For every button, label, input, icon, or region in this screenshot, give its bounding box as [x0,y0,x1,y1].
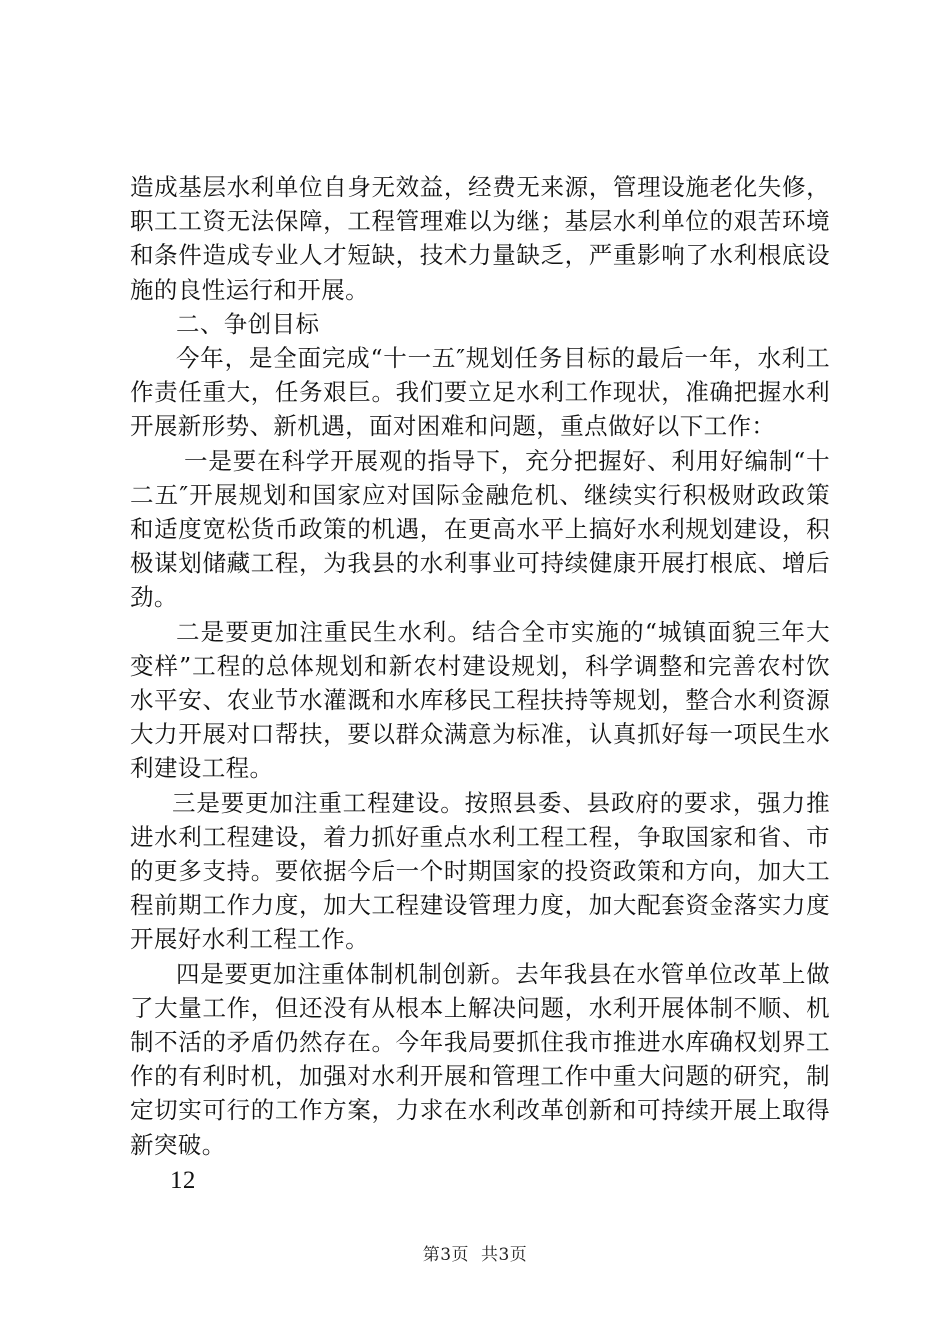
paragraph-item-one: 一是要在科学开展观的指导下，充分把握好、利用好编制“十二五″开展规划和国家应对国际金融危机、继续实行积极财政政策和适度宽松货币政策的机遇，在更高水平上搞好水利规划建设，积极谋划储藏工程，为我县的水利事业可持续健康开展打根底、增后劲。 [130,446,830,612]
document-body [130,170,830,1198]
paragraph-intro: 造成基层水利单位自身无效益，经费无来源，管理设施老化失修，职工工资无法保障，工程管理难以为继；基层水利单位的艰苦环境和条件造成专业人才短缺，技术力量缺乏，严重影响了水利根底设施的良性运行和开展。 [130,173,830,304]
footer-page-current: 第3页 [422,1245,470,1265]
paragraph-item-three: 三是要更加注重工程建设。按照县委、县政府的要求，强力推进水利工程建设，着力抓好重点水利工程工程，争取国家和省、市的更多支持。要依据今后一个时期国家的投资政策和方向，加大工程前期工作力度，加大工程建设管理力度，加大配套资金落实力度开展好水利工程工作。 [130,788,830,954]
body-number-line: 12 [170,1166,196,1194]
paragraph-item-two: 二是要更加注重民生水利。结合全市实施的“城镇面貌三年大变样”工程的总体规划和新农村建设规划，科学调整和完善农村饮水平安、农业节水灌溉和水库移民工程扶持等规划，整合水利资源大力开展对口帮扶，要以群众满意为标准，认真抓好每一项民生水利建设工程。 [130,617,830,783]
paragraph-overview: 今年，是全面完成“十一五″规划任务目标的最后一年，水利工作责任重大，任务艰巨。我们要立足水利工作现状，准确把握水利开展新形势、新机遇，面对困难和问题，重点做好以下工作： [130,344,830,441]
footer-page-total: 共3页 [480,1245,528,1265]
page-footer [0,1240,950,1265]
paragraph-item-four: 四是要更加注重体制机制创新。去年我县在水管单位改革上做了大量工作，但还没有从根本上解决问题，水利开展体制不顺、机制不活的矛盾仍然存在。今年我局要抓住我市推进水库确权划界工作的有利时机，加强对水利开展和管理工作中重大问题的研究，制定切实可行的工作方案，力求在水利改革创新和可持续开展上取得新突破。 [130,959,830,1159]
section-heading-goals: 二、争创目标 [176,309,320,338]
